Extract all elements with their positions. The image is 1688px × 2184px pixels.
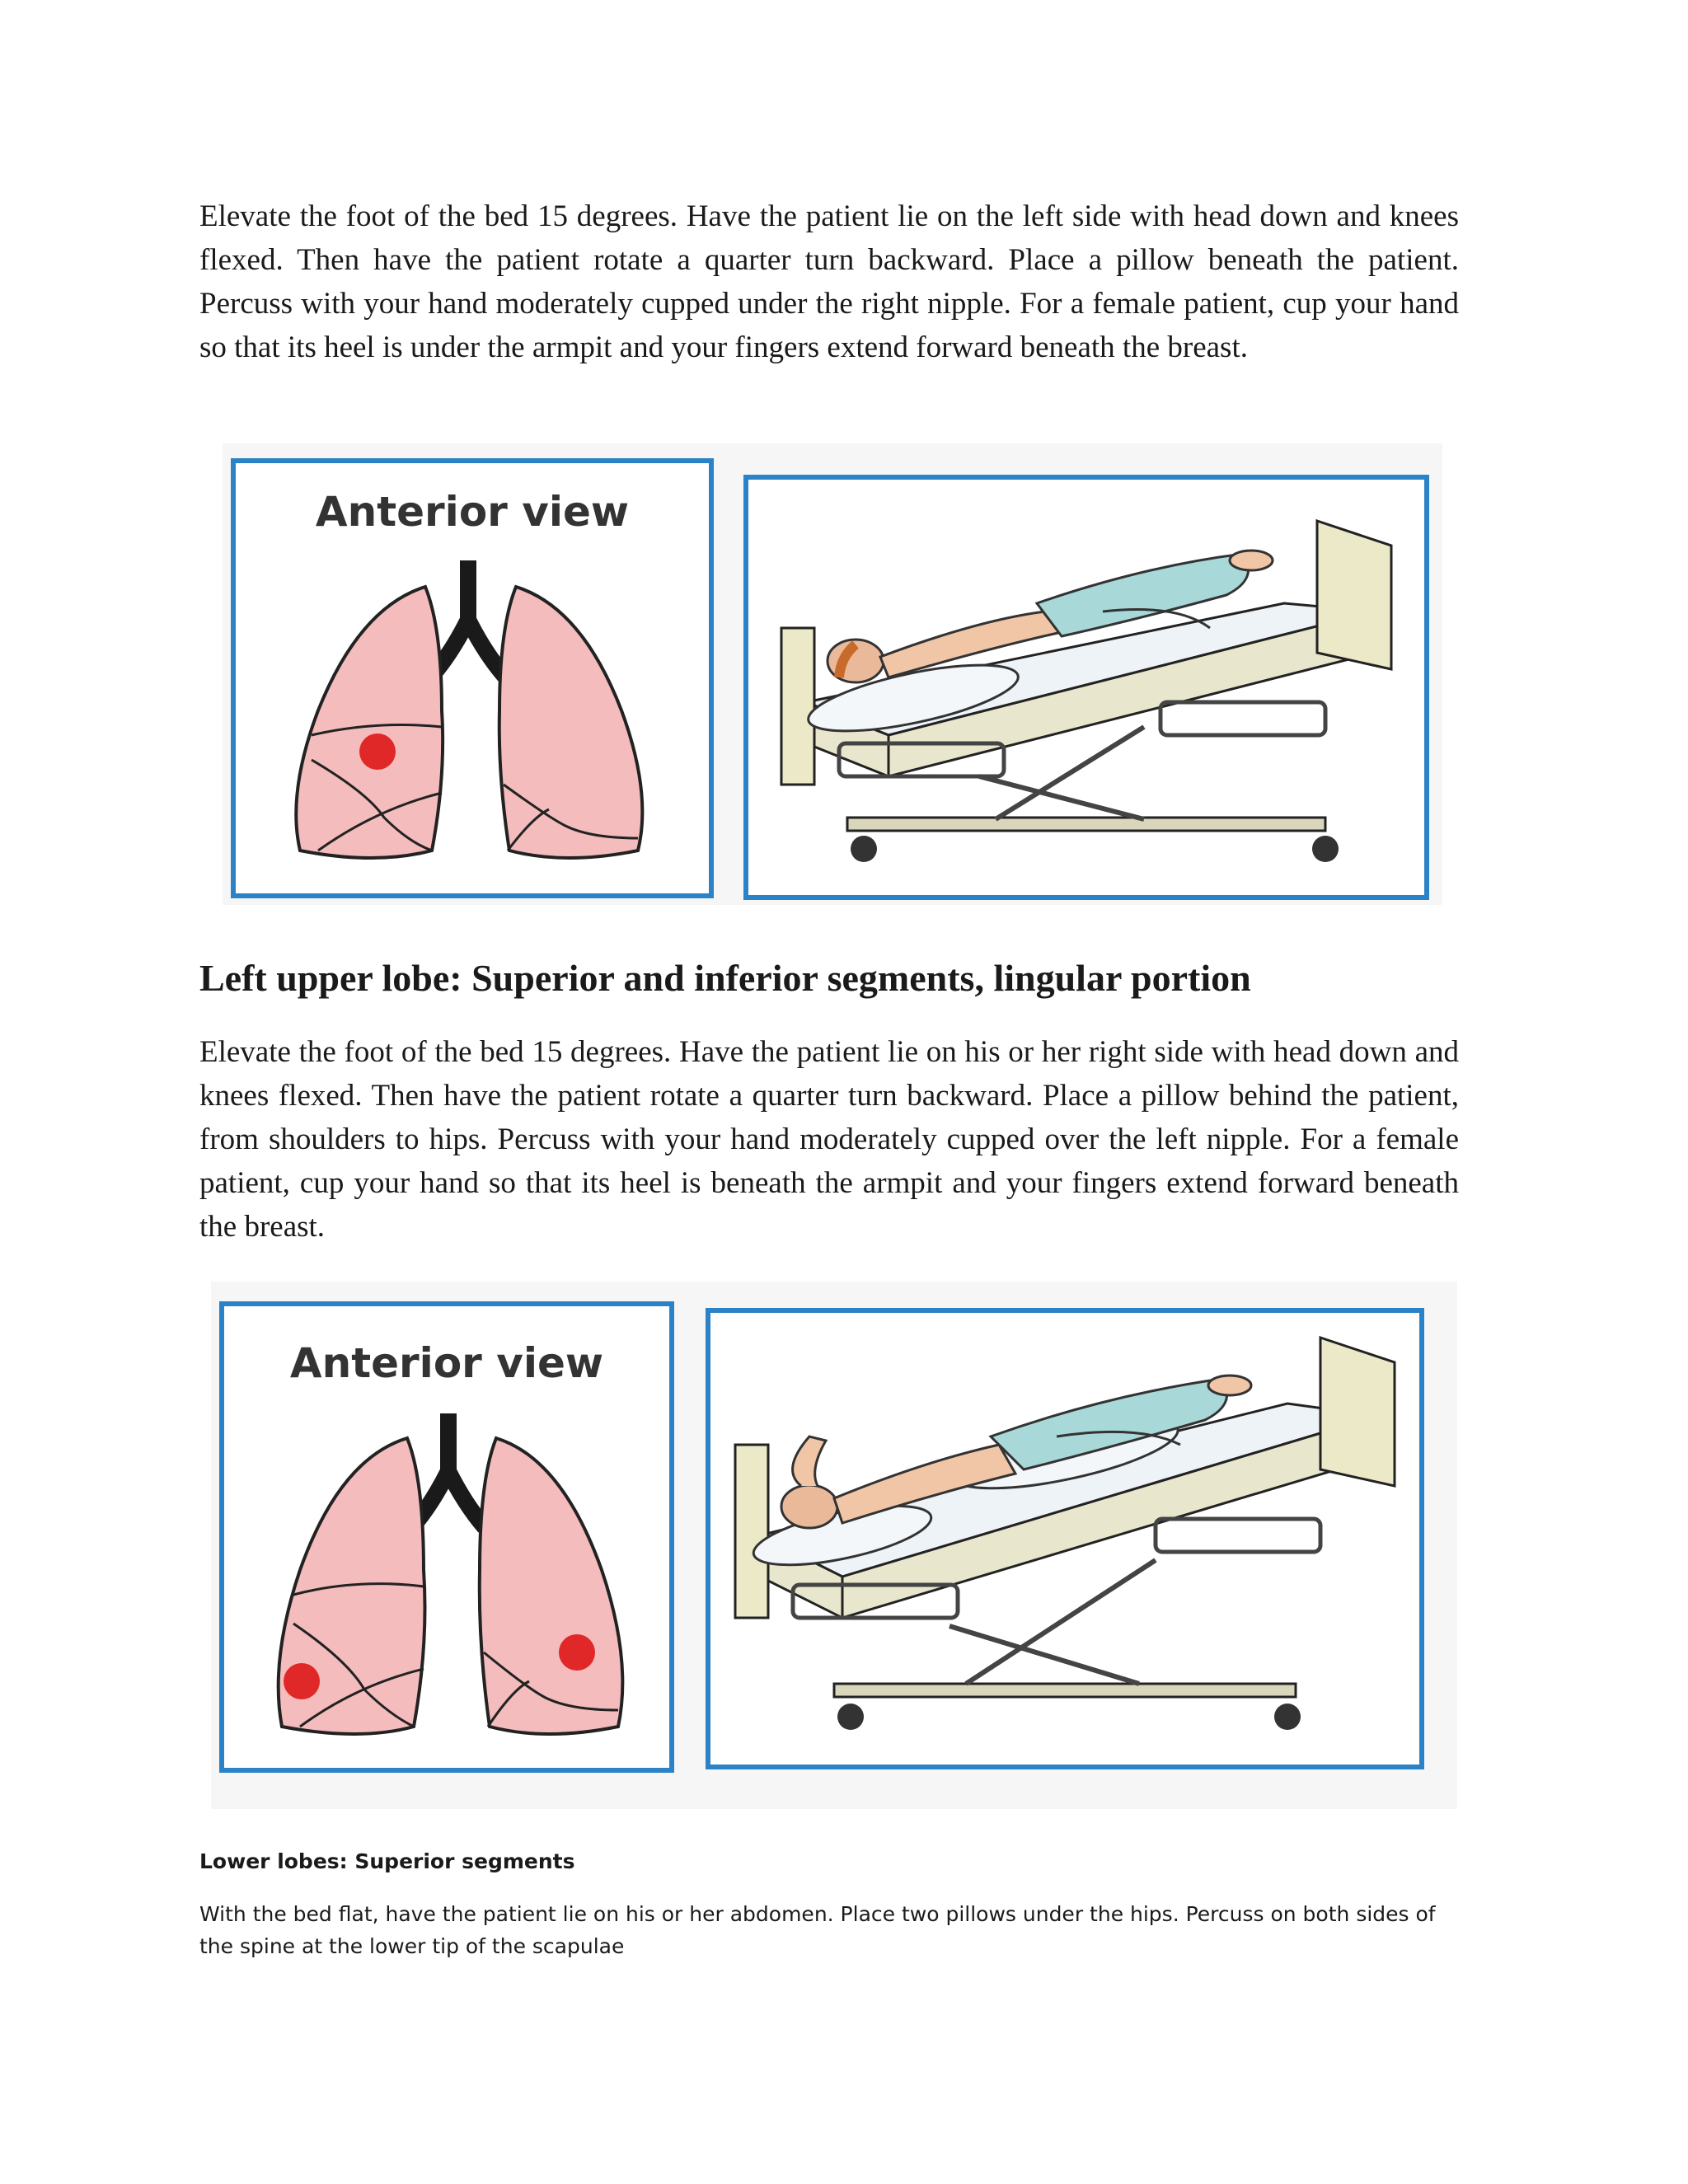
section-heading-lower-lobes: Lower lobes: Superior segments xyxy=(199,1849,575,1873)
percussion-dot xyxy=(359,733,396,770)
section-heading-left-upper-lobe: Left upper lobe: Superior and inferior segments, lingular portion xyxy=(199,957,1251,999)
paragraph-lower-lobes: With the bed flat, have the patient lie on his or her abdomen. Place two pillows under the hips. Percuss on both sides of the spine at the lower tip of the scapulae xyxy=(199,1902,1436,1958)
view-label-1: Anterior view xyxy=(315,488,630,536)
lung-panel-1 xyxy=(231,458,714,898)
hospital-bed-icon xyxy=(748,480,1424,895)
percussion-dot-right xyxy=(284,1663,320,1699)
hospital-bed-icon xyxy=(710,1313,1419,1765)
figure-2 xyxy=(211,1282,1457,1809)
lungs-diagram-icon xyxy=(236,463,709,893)
lungs-diagram-icon xyxy=(224,1306,669,1768)
paragraph-right-middle-lobe: Elevate the foot of the bed 15 degrees. Have the patient lie on the left side with head down and knees flexed. Then have the patient rotate a quarter turn backward. Place a pillow beneath the patient. Percuss with your hand moderately cupped under the right nipple. For a female patient, cup your hand so that its heel is under the armpit and your fingers extend forward beneath the breast. xyxy=(199,199,1459,364)
paragraph-left-upper-lobe: Elevate the foot of the bed 15 degrees. Have the patient lie on his or her right side with head down and knees flexed. Then have the patient rotate a quarter turn backward. Place a pillow behind the patient, from shoulders to hips. Percuss with your hand moderately cupped over the left nipple. For a female patient, cup your hand so that its heel is beneath the armpit and your fingers extend forward beneath the breast. xyxy=(199,1035,1459,1244)
figure-1 xyxy=(223,443,1442,905)
bed-panel-1 xyxy=(743,475,1429,900)
view-label-2: Anterior view xyxy=(289,1339,604,1387)
bed-panel-2 xyxy=(706,1308,1424,1769)
lung-panel-2 xyxy=(219,1301,674,1773)
percussion-dot-left xyxy=(559,1634,595,1671)
